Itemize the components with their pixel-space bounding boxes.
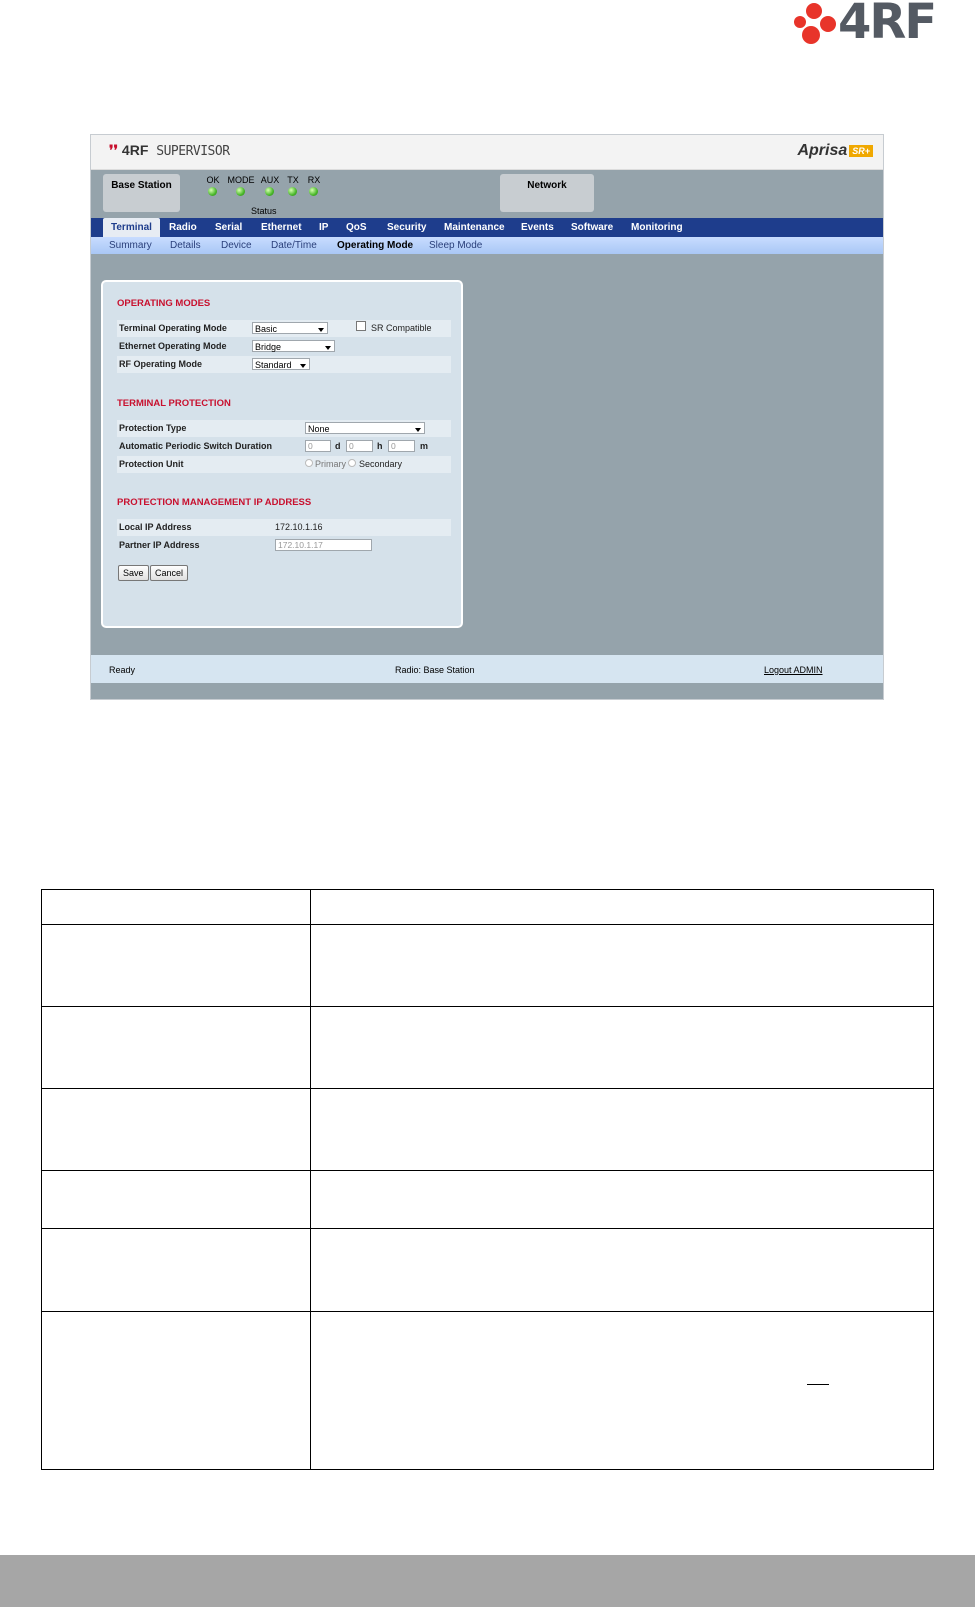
supervisor-logo-icon: ❜❜ (109, 142, 119, 158)
table-cell (42, 1312, 311, 1470)
secondary-radio[interactable] (348, 459, 356, 467)
duration-minutes-input[interactable]: 0 (388, 440, 415, 452)
terminal-mode-select[interactable] (252, 322, 328, 334)
rf-mode-label: RF Operating Mode (119, 359, 202, 369)
tab-software[interactable]: Software (571, 222, 614, 233)
page-logo (790, 0, 965, 48)
table-row (42, 1171, 934, 1229)
led-label: RX (307, 175, 321, 185)
footer-radio: Radio: Base Station (395, 665, 475, 675)
status-footer (91, 655, 883, 683)
chevron-down-icon (300, 364, 306, 368)
ethernet-mode-row (117, 338, 451, 355)
supervisor-product: SUPERVISOR (156, 144, 230, 159)
duration-hours-unit: h (377, 441, 383, 451)
table-cell (310, 890, 933, 925)
local-ip-value: 172.10.1.16 (275, 522, 323, 532)
tab-ip[interactable]: IP (319, 222, 329, 233)
sr-compatible-label: SR Compatible (371, 323, 432, 333)
protection-unit-label: Protection Unit (119, 459, 184, 469)
led-tx-icon (288, 187, 297, 196)
primary-label: Primary (315, 459, 346, 469)
protection-unit-row (117, 456, 451, 473)
table-cell (310, 925, 933, 1007)
table-cell (42, 1229, 311, 1312)
local-ip-row (117, 519, 451, 536)
operating-mode-panel (101, 280, 463, 628)
led-mode (227, 175, 256, 196)
partner-ip-row (117, 537, 451, 554)
tab-security[interactable]: Security (387, 222, 427, 233)
ethernet-mode-select[interactable] (252, 340, 335, 352)
switch-duration-row (117, 438, 451, 455)
sub-nav (91, 237, 883, 254)
chevron-down-icon (415, 428, 421, 432)
table-cell (310, 1171, 933, 1229)
table-row (42, 1089, 934, 1171)
protection-mgmt-title: PROTECTION MANAGEMENT IP ADDRESS (117, 497, 312, 508)
led-label: AUX (260, 175, 280, 185)
sr-compatible-checkbox[interactable] (356, 321, 366, 331)
table-cell (42, 1007, 311, 1089)
supervisor-brand: 4RF (121, 142, 149, 158)
table-cell (42, 890, 311, 925)
subtab-sleep-mode[interactable]: Sleep Mode (429, 240, 483, 251)
led-label: OK (206, 175, 220, 185)
table-cell (42, 925, 311, 1007)
terminal-mode-row (117, 320, 451, 337)
underline-mark (807, 1384, 829, 1385)
subtab-device[interactable]: Device (221, 240, 252, 251)
table-cell (310, 1089, 933, 1171)
operating-modes-title: OPERATING MODES (117, 298, 211, 309)
supervisor-logo (109, 142, 230, 159)
rf-mode-value: Standard (255, 360, 292, 370)
table-header-row (42, 890, 934, 925)
tab-events[interactable]: Events (521, 222, 554, 233)
aprisa-logo (797, 142, 873, 160)
footer-status: Ready (109, 665, 136, 675)
duration-minutes-unit: m (420, 441, 429, 451)
subtab-operating-mode[interactable]: Operating Mode (337, 240, 414, 251)
tab-maintenance[interactable]: Maintenance (444, 222, 505, 233)
duration-days-input[interactable]: 0 (305, 440, 331, 452)
main-nav (91, 218, 883, 237)
terminal-mode-value: Basic (255, 324, 278, 334)
logo-dots-icon (790, 2, 840, 46)
status-area (91, 170, 883, 223)
rf-mode-row (117, 356, 451, 373)
ethernet-mode-label: Ethernet Operating Mode (119, 341, 227, 351)
table-row (42, 1312, 934, 1470)
primary-radio[interactable] (305, 459, 313, 467)
subtab-datetime[interactable]: Date/Time (271, 240, 317, 251)
aprisa-wordmark: Aprisa (797, 142, 848, 159)
protection-type-row (117, 420, 451, 437)
led-label: MODE (227, 175, 255, 185)
led-mode-icon (236, 187, 245, 196)
led-rx-icon (309, 187, 318, 196)
partner-ip-input[interactable]: 172.10.1.17 (275, 539, 372, 551)
tab-radio[interactable]: Radio (169, 222, 197, 233)
rf-mode-select[interactable] (252, 358, 310, 370)
chevron-down-icon (325, 346, 331, 350)
network-button[interactable]: Network (500, 174, 594, 212)
terminal-protection-title: TERMINAL PROTECTION (117, 398, 231, 409)
logout-link[interactable]: Logout ADMIN (764, 665, 823, 675)
table-cell (42, 1171, 311, 1229)
chevron-down-icon (318, 328, 324, 332)
led-rx (307, 175, 329, 196)
table-row (42, 1229, 934, 1312)
table-row (42, 1007, 934, 1089)
led-aux-icon (265, 187, 274, 196)
tab-ethernet[interactable]: Ethernet (261, 222, 302, 233)
duration-hours-input[interactable]: 0 (346, 440, 373, 452)
station-name: Base Station (103, 174, 180, 212)
local-ip-label: Local IP Address (119, 522, 192, 532)
tab-qos[interactable]: QoS (346, 222, 367, 233)
terminal-mode-label: Terminal Operating Mode (119, 323, 227, 333)
aprisa-badge: SR+ (849, 145, 873, 157)
protection-type-value: None (308, 424, 330, 434)
switch-duration-label: Automatic Periodic Switch Duration (119, 441, 273, 451)
led-ok-icon (208, 187, 217, 196)
logo-wordmark: 4RF (838, 0, 936, 50)
tab-serial[interactable]: Serial (215, 222, 243, 233)
status-label: Status (251, 206, 277, 216)
protection-type-select[interactable] (305, 422, 425, 434)
cancel-button[interactable]: Cancel (150, 565, 188, 581)
secondary-label: Secondary (359, 459, 403, 469)
table-cell (42, 1089, 311, 1171)
description-table (41, 889, 934, 1470)
tab-monitoring[interactable]: Monitoring (631, 222, 683, 233)
led-label: TX (287, 175, 299, 185)
supervisor-window (90, 134, 884, 700)
page-footer-bar (0, 1555, 975, 1607)
protection-type-label: Protection Type (119, 423, 187, 433)
subtab-summary[interactable]: Summary (109, 240, 152, 251)
table-cell (310, 1229, 933, 1312)
save-button[interactable]: Save (118, 565, 149, 581)
supervisor-header (91, 135, 883, 170)
partner-ip-label: Partner IP Address (119, 540, 200, 550)
table-cell (310, 1312, 933, 1470)
duration-days-unit: d (335, 441, 341, 451)
ethernet-mode-value: Bridge (255, 342, 282, 352)
tab-terminal[interactable]: Terminal (103, 218, 160, 237)
table-cell (310, 1007, 933, 1089)
subtab-details[interactable]: Details (170, 240, 201, 251)
table-row (42, 925, 934, 1007)
